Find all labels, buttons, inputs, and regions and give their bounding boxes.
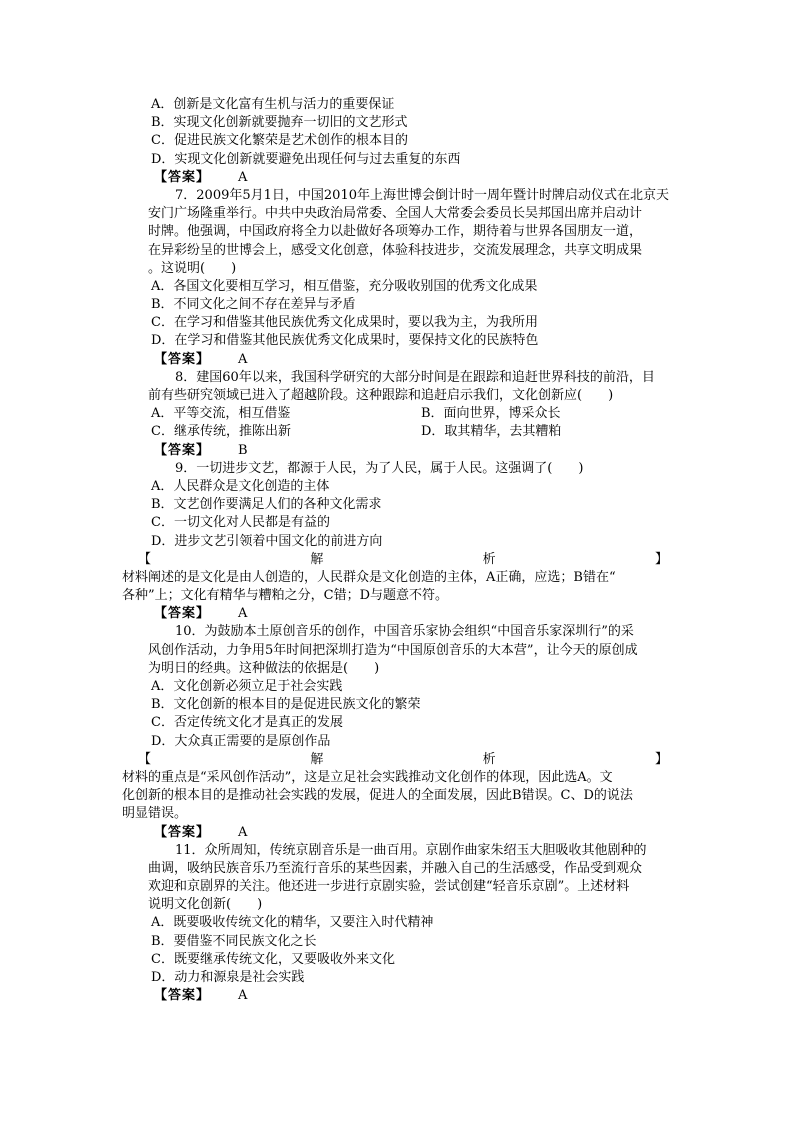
heading-char: 解: [310, 751, 324, 767]
question-8: [148, 369, 668, 460]
option-c: C．既要继承传统文化，又要吸收外来文化: [151, 951, 395, 967]
question-stem-line: 安门广场隆重举行。中共中央政治局常委、全国人大常委会委员长吴邦国出席并启动计: [148, 206, 643, 222]
question-stem-line: 11．众所周知，传统京剧音乐是一曲百用。京剧作曲家朱绍玉大胆吸收其他剧种的: [175, 842, 647, 858]
option-d: D．实现文化创新就要避免出现任何与过去重复的东西: [151, 151, 461, 167]
option-b: B．文化创新的根本目的是促进民族文化的繁荣: [151, 697, 421, 713]
option-row: [148, 405, 668, 423]
question-stem-line: 时牌。他强调，中国政府将全力以赴做好各项筹办工作，期待着与世界各国朋友一道，: [148, 224, 643, 240]
document-page: [122, 96, 669, 1005]
heading-char: 析: [482, 551, 496, 567]
question-10: [122, 623, 668, 841]
question-stem-line: 说明文化创新( ): [148, 897, 263, 913]
option-d: D．取其精华，去其糟粕: [421, 424, 562, 440]
question-6: [148, 96, 668, 187]
option-d: D．大众真正需要的是原创作品: [151, 733, 331, 749]
option-c: C．促进民族文化繁荣是艺术创作的根本目的: [151, 133, 408, 149]
option-a: A．人民群众是文化创造的主体: [151, 478, 330, 494]
option-c: C．一切文化对人民都是有益的: [151, 515, 330, 531]
option-b: B．实现文化创新就要抛弃一切旧的文艺形式: [151, 115, 408, 131]
question-stem-line: 曲调，吸纳民族音乐乃至流行音乐的某些因素，并融入自己的生活感受，作品受到观众: [148, 860, 643, 876]
answer-line: [148, 351, 668, 369]
option-a: A．创新是文化富有生机与活力的重要保证: [151, 97, 395, 112]
option-d: D．进步文艺引领着中国文化的前进方向: [151, 533, 383, 549]
option-d: D．动力和源泉是社会实践: [151, 970, 305, 985]
analysis-text: 材料的重点是“采风创作活动”，这是立足社会实践推动文化创作的体现，因此选A。文: [122, 769, 613, 785]
answer-tag: 【答案】: [154, 988, 211, 1004]
question-stem-line: 在异彩纷呈的世博会上，感受文化创意，体验科技进步，交流发展理念，共享文明成果: [148, 242, 643, 258]
question-stem-line: 欢迎和京剧界的关注。他还进一步进行京剧实验，尝试创建“轻音乐京剧”。上述材料: [148, 879, 630, 895]
answer-line: [148, 824, 668, 842]
option-b: B．不同文化之间不存在差异与矛盾: [151, 297, 356, 313]
option-d: D．在学习和借鉴其他民族优秀文化成果时，要保持文化的民族特色: [151, 333, 539, 349]
question-9: [122, 460, 668, 624]
answer-line: [148, 169, 668, 187]
answer-line: [148, 442, 668, 460]
answer-value: A: [238, 988, 248, 1004]
analysis-heading: [138, 551, 668, 569]
option-c: C．在学习和借鉴其他民族优秀文化成果时，要以我为主，为我所用: [151, 315, 538, 331]
answer-value: A: [238, 824, 248, 840]
question-stem-line: 前有些研究领域已进入了超越阶段。这种跟踪和追赶启示我们，文化创新应( ): [148, 388, 614, 403]
answer-line: [148, 605, 668, 623]
analysis-text: 明显错误。: [122, 806, 188, 822]
question-stem-line: 9．一切进步文艺，都源于人民，为了人民，属于人民。这强调了( ): [175, 460, 584, 476]
question-stem-line: 7．2009年5月1日，中国2010年上海世博会倒计时一周年暨计时牌启动仪式在北京天: [175, 187, 669, 203]
answer-tag: 【答案】: [154, 606, 211, 622]
heading-char: 解: [310, 551, 324, 567]
question-stem-line: 8．建国60年以来，我国科学研究的大部分时间是在跟踪和追赶世界科技的前沿，目: [175, 369, 655, 385]
question-stem-line: 风创作活动，力争用5年时间把深圳打造为“中国原创音乐的大本营”，让今天的原创成: [148, 642, 638, 658]
question-stem-line: 为明日的经典。这种做法的依据是( ): [148, 660, 380, 676]
option-b: B．文艺创作要满足人们的各种文化需求: [151, 497, 382, 513]
answer-value: A: [238, 169, 248, 185]
answer-value: B: [238, 442, 248, 458]
heading-char: 析: [482, 751, 496, 767]
answer-tag: 【答案】: [154, 351, 211, 367]
option-b: B．要借鉴不同民族文化之长: [151, 933, 317, 949]
analysis-text: 各种”上；文化有精华与糟粕之分，C错；D与题意不符。: [122, 588, 449, 604]
option-a: A．文化创新必须立足于社会实践: [151, 679, 343, 694]
option-a: A．既要吸收传统文化的精华，又要注入时代精神: [151, 915, 434, 931]
question-11: [148, 842, 668, 1006]
answer-value: A: [238, 351, 248, 367]
question-7: [148, 187, 668, 369]
bracket-open: 【: [138, 551, 152, 567]
option-c: C．继承传统，推陈出新: [151, 424, 291, 440]
option-a: A．各国文化要相互学习，相互借鉴，充分吸收别国的优秀文化成果: [151, 278, 538, 294]
bracket-close: 】: [654, 551, 668, 567]
option-c: C．否定传统文化才是真正的发展: [151, 715, 343, 731]
answer-line: [148, 987, 668, 1005]
analysis-text: 化创新的根本目的是推动社会实践的发展，促进人的全面发展，因此B错误。C、D的说法: [122, 788, 633, 804]
bracket-open: 【: [138, 751, 152, 767]
analysis-heading: [138, 751, 668, 769]
question-stem-line: 。这说明( ): [148, 260, 237, 276]
option-row: [148, 423, 668, 441]
bracket-close: 】: [654, 751, 668, 767]
answer-tag: 【答案】: [154, 824, 211, 840]
answer-tag: 【答案】: [154, 442, 211, 458]
option-b: B．面向世界，博采众长: [421, 406, 561, 422]
analysis-text: 材料阐述的是文化是由人创造的，人民群众是文化创造的主体，A正确，应选；B错在“: [122, 569, 616, 585]
answer-value: A: [238, 606, 248, 622]
answer-tag: 【答案】: [154, 169, 211, 185]
question-stem-line: 10．为鼓励本土原创音乐的创作，中国音乐家协会组织“中国音乐家深圳行”的采: [175, 624, 634, 640]
option-a: A．平等交流，相互借鉴: [151, 406, 291, 422]
